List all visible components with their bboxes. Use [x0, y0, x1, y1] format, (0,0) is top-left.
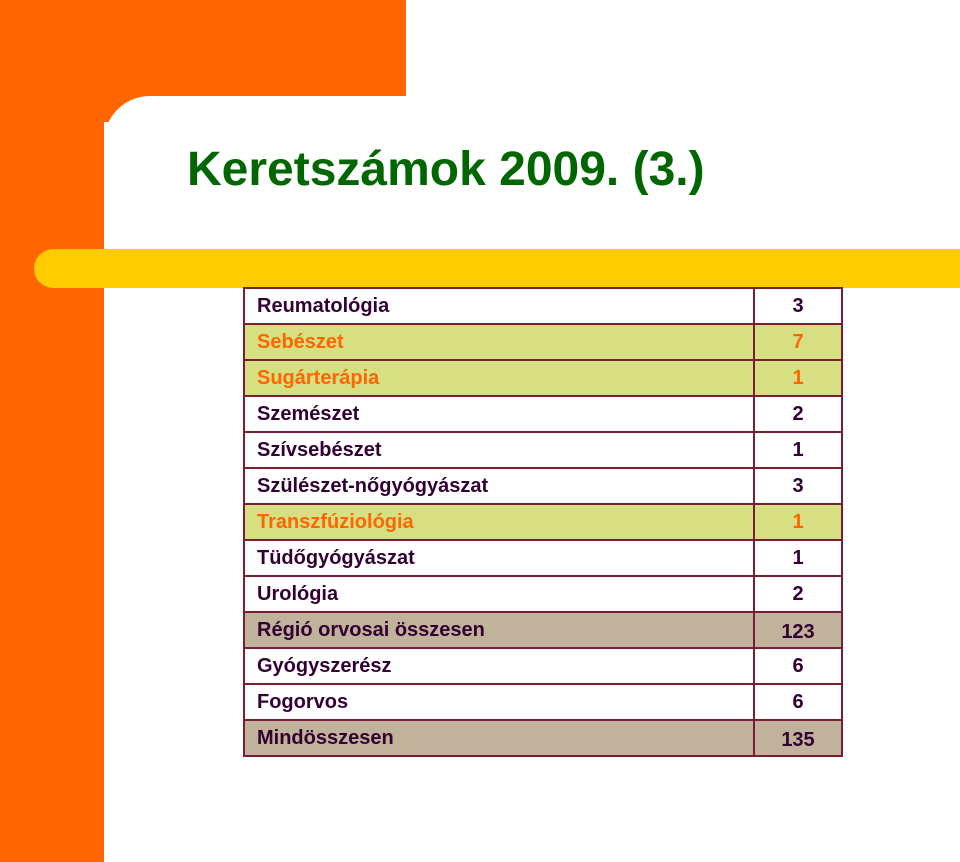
row-value: 123: [754, 612, 842, 648]
table-row: [244, 324, 842, 360]
row-value: 2: [754, 576, 842, 612]
row-value: 7: [754, 324, 842, 360]
row-name: Sebészet: [244, 324, 754, 360]
orange-vertical-bar: [0, 0, 104, 862]
table-row: [244, 612, 842, 648]
row-name: Gyógyszerész: [244, 648, 754, 684]
row-value: 135: [754, 720, 842, 756]
row-name: Mindösszesen: [244, 720, 754, 756]
row-name: Tüdőgyógyászat: [244, 540, 754, 576]
row-name: Sugárterápia: [244, 360, 754, 396]
row-name: Transzfúziológia: [244, 504, 754, 540]
table-row: [244, 540, 842, 576]
row-value: 1: [754, 504, 842, 540]
row-name: Szívsebészet: [244, 432, 754, 468]
table-row: [244, 396, 842, 432]
row-name: Reumatológia: [244, 288, 754, 324]
slide-title: Keretszámok 2009. (3.): [187, 143, 705, 196]
row-name: Szülészet-nőgyógyászat: [244, 468, 754, 504]
table-row: [244, 360, 842, 396]
row-value: 6: [754, 648, 842, 684]
row-value: 2: [754, 396, 842, 432]
table-row: [244, 504, 842, 540]
table-row: [244, 576, 842, 612]
table-row: [244, 648, 842, 684]
table-row: [244, 684, 842, 720]
yellow-accent-bar: [34, 249, 960, 288]
row-value: 6: [754, 684, 842, 720]
row-value: 1: [754, 432, 842, 468]
row-name: Fogorvos: [244, 684, 754, 720]
row-name: Szemészet: [244, 396, 754, 432]
physician-quota-table: [243, 287, 843, 757]
table-row: [244, 720, 842, 756]
table-row: [244, 432, 842, 468]
row-value: 1: [754, 540, 842, 576]
row-name: Régió orvosai összesen: [244, 612, 754, 648]
row-value: 3: [754, 288, 842, 324]
table-row: [244, 468, 842, 504]
row-value: 3: [754, 468, 842, 504]
row-value: 1: [754, 360, 842, 396]
table-row: [244, 288, 842, 324]
row-name: Urológia: [244, 576, 754, 612]
